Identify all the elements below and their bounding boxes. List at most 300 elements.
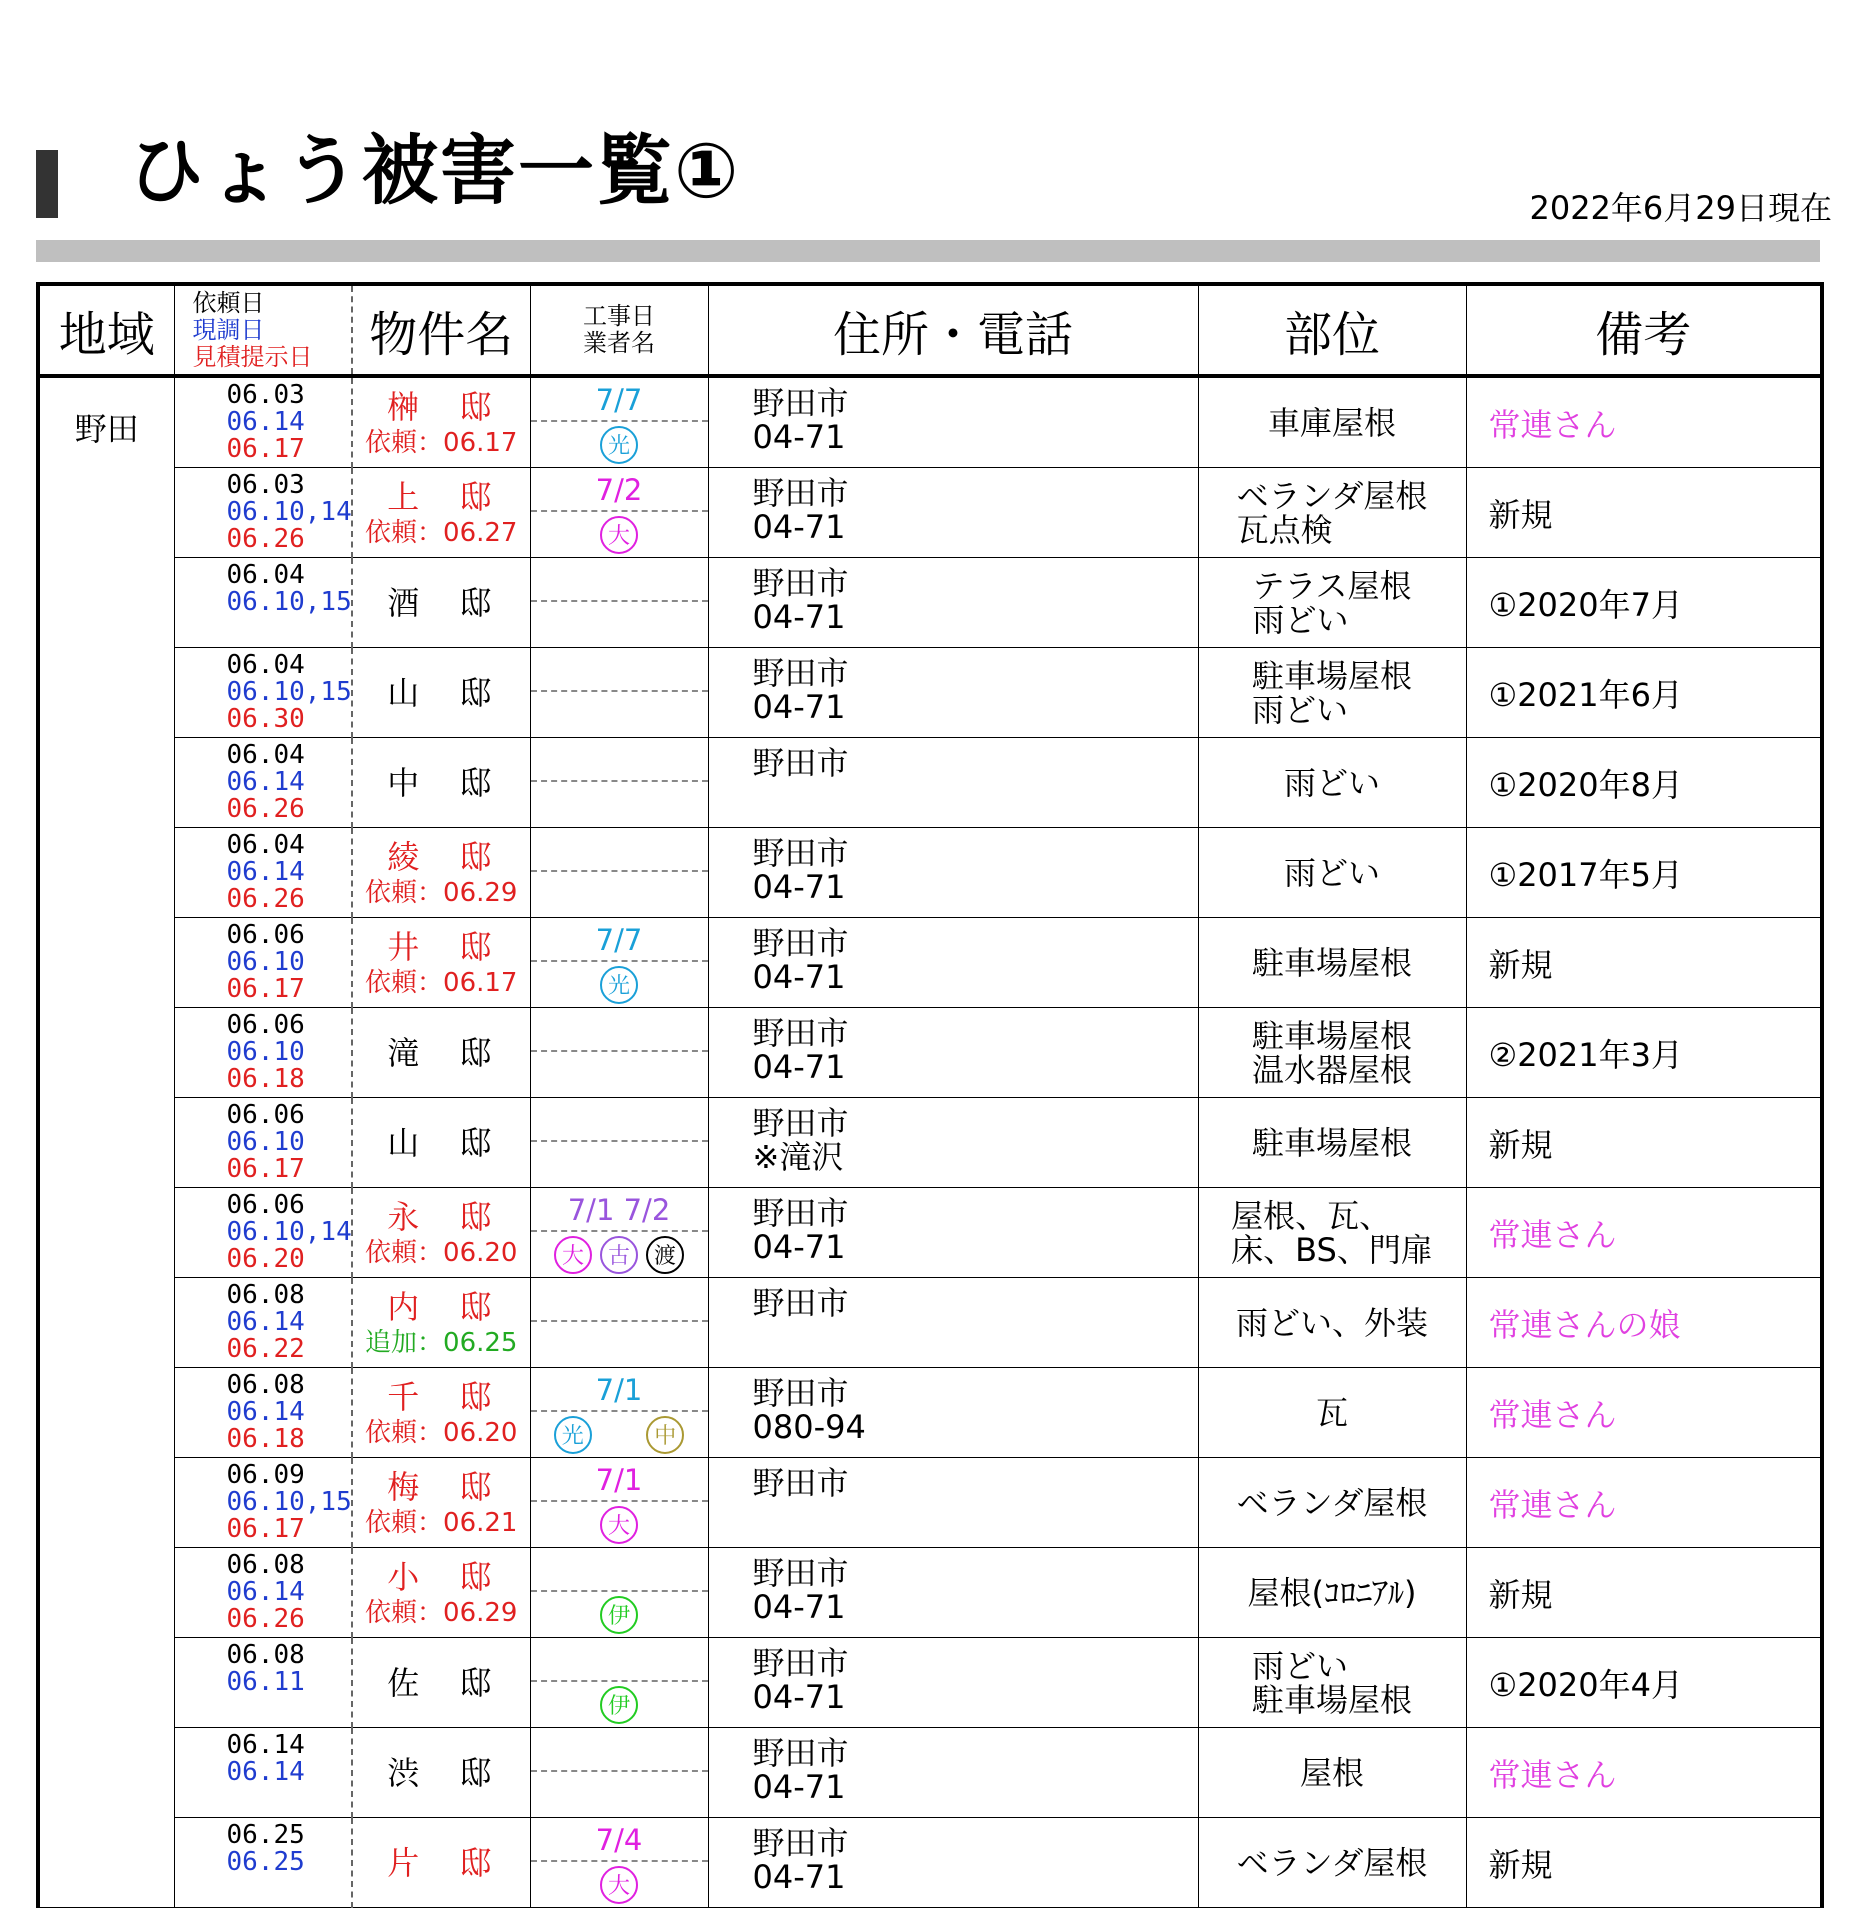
table-header-row (38, 284, 1822, 376)
note-cell: ②2021年3月 (1466, 1008, 1822, 1098)
worker-badge: 光 (554, 1416, 592, 1454)
property-name: 片 邸 (387, 1843, 496, 1882)
worker-list (531, 1682, 708, 1727)
estimate-date (227, 1876, 352, 1903)
property-name: 酒 邸 (387, 583, 496, 622)
survey-date: 06.14 (226, 857, 305, 887)
address-line: 野田市 (752, 1014, 849, 1052)
request-date: 06.06 (226, 1190, 305, 1220)
request-note: 依頼：06.20 (365, 1237, 518, 1268)
phone-line: 04-71 (752, 1858, 846, 1896)
dates-cell (174, 376, 352, 468)
table-row (38, 1098, 1822, 1188)
worker-list (531, 962, 708, 1007)
worker-badge: 伊 (600, 1686, 638, 1724)
work-cell (530, 648, 708, 738)
work-date: 7/7 (531, 378, 708, 422)
header-work-date: 工事日 (583, 302, 655, 330)
part-cell (1198, 828, 1466, 918)
property-cell (352, 1368, 530, 1458)
survey-date: 06.11 (226, 1667, 305, 1697)
property-name: 井 邸 (387, 927, 496, 966)
request-date: 06.06 (226, 1100, 305, 1130)
part-cell (1198, 1098, 1466, 1188)
worker-list (531, 1772, 708, 1817)
dates-cell (174, 1008, 352, 1098)
note-cell: 常連さん (1466, 1188, 1822, 1278)
dates-cell (174, 918, 352, 1008)
header-worker: 業者名 (583, 329, 655, 357)
part-cell (1198, 918, 1466, 1008)
worker-list (531, 782, 708, 827)
address-line: 野田市 (752, 924, 849, 962)
page-title: ひょう被害一覧① (128, 126, 741, 215)
header-address: 住所・電話 (708, 284, 1198, 376)
header-date-estimate: 見積提示日 (192, 342, 313, 371)
header-divider (36, 240, 1820, 262)
table-row (38, 1818, 1822, 1908)
part-text: 屋根 (1299, 1753, 1364, 1792)
dates-cell (174, 558, 352, 648)
request-date: 06.08 (226, 1550, 305, 1580)
property-cell (352, 648, 530, 738)
part-text: 屋根(ｺﾛﾆｱﾙ) (1247, 1573, 1417, 1612)
estimate-date: 06.17 (226, 1514, 305, 1544)
note-cell: ①2020年4月 (1466, 1638, 1822, 1728)
request-date: 06.04 (226, 650, 305, 680)
address-cell (708, 648, 1198, 738)
work-date: 7/1 (531, 1368, 708, 1412)
part-cell (1198, 738, 1466, 828)
worker-list (531, 422, 708, 467)
header-note: 備考 (1466, 284, 1822, 376)
part-text: 車庫屋根 (1267, 403, 1396, 442)
property-cell (352, 1188, 530, 1278)
work-cell (530, 1548, 708, 1638)
note-cell: 新規 (1466, 1818, 1822, 1908)
address-line: 野田市 (752, 564, 849, 602)
estimate-date (227, 1786, 352, 1813)
table-row (38, 376, 1822, 468)
survey-date: 06.14 (226, 1307, 305, 1337)
address-cell (708, 1278, 1198, 1368)
estimate-date: 06.17 (226, 434, 305, 464)
part-cell (1198, 376, 1466, 468)
work-cell (530, 1188, 708, 1278)
work-cell (530, 918, 708, 1008)
worker-badge: 古 (600, 1236, 638, 1274)
note-cell: ①2020年8月 (1466, 738, 1822, 828)
header-date-request: 依頼日 (192, 288, 265, 317)
phone-line: 04-71 (752, 598, 846, 636)
survey-date: 06.10 (226, 1037, 305, 1067)
address-line: 野田市 (752, 1554, 849, 1592)
part-text: ベランダ屋根 瓦点検 (1236, 476, 1428, 549)
work-date (531, 1278, 708, 1322)
estimate-date (227, 616, 352, 643)
estimate-date (227, 1696, 352, 1723)
note-cell: ①2021年6月 (1466, 648, 1822, 738)
work-cell (530, 558, 708, 648)
worker-badge: 光 (600, 966, 638, 1004)
survey-date: 06.14 (226, 1397, 305, 1427)
address-cell (708, 468, 1198, 558)
address-line: 野田市 (752, 1824, 849, 1862)
property-name: 山 邸 (387, 1123, 496, 1162)
property-cell (352, 918, 530, 1008)
address-line: 野田市 (752, 1194, 849, 1232)
survey-date: 06.14 (226, 767, 305, 797)
address-cell (708, 1098, 1198, 1188)
request-date: 06.03 (226, 470, 305, 500)
work-cell (530, 1368, 708, 1458)
worker-badge: 大 (600, 1866, 638, 1904)
note-cell: 新規 (1466, 918, 1822, 1008)
address-cell (708, 1548, 1198, 1638)
property-name: 小 邸 (387, 1557, 496, 1596)
worker-list (531, 1502, 708, 1547)
property-name: 上 邸 (387, 477, 496, 516)
request-date: 06.04 (226, 830, 305, 860)
request-note: 依頼：06.20 (365, 1417, 518, 1448)
property-cell (352, 1008, 530, 1098)
address-line: 野田市 (752, 474, 849, 512)
table-row (38, 1188, 1822, 1278)
request-note: 依頼：06.29 (365, 1597, 518, 1628)
property-name: 山 邸 (387, 673, 496, 712)
part-text: 雨どい (1283, 853, 1380, 892)
table-row (38, 1728, 1822, 1818)
address-cell (708, 1008, 1198, 1098)
property-name: 千 邸 (387, 1377, 496, 1416)
work-cell (530, 1278, 708, 1368)
work-date (531, 1638, 708, 1682)
survey-date: 06.14 (226, 1577, 305, 1607)
table-row (38, 558, 1822, 648)
header-part: 部位 (1198, 284, 1466, 376)
estimate-date: 06.26 (226, 1604, 305, 1634)
request-note: 依頼：06.29 (365, 877, 518, 908)
dates-cell (174, 1188, 352, 1278)
dates-cell (174, 468, 352, 558)
worker-badge: 伊 (600, 1596, 638, 1634)
address-cell (708, 1818, 1198, 1908)
property-cell (352, 828, 530, 918)
part-cell (1198, 1008, 1466, 1098)
phone-line: 04-71 (752, 1768, 846, 1806)
dates-cell (174, 1278, 352, 1368)
part-text: 雨どい 駐車場屋根 (1251, 1646, 1412, 1719)
work-date: 7/1 (531, 1458, 708, 1502)
address-line: 野田市 (752, 1464, 849, 1502)
header-region: 地域 (38, 284, 174, 376)
survey-date: 06.14 (226, 1757, 305, 1787)
table-row (38, 1008, 1822, 1098)
work-cell (530, 468, 708, 558)
property-name: 永 邸 (387, 1197, 496, 1236)
part-text: 瓦 (1315, 1393, 1348, 1432)
part-cell (1198, 1638, 1466, 1728)
dates-cell (174, 1728, 352, 1818)
title-accent-bar (36, 150, 58, 218)
note-cell: 新規 (1466, 468, 1822, 558)
worker-list (531, 1142, 708, 1187)
part-text: 雨どい、外装 (1235, 1303, 1428, 1342)
property-cell (352, 376, 530, 468)
work-date: 7/2 (531, 468, 708, 512)
dates-cell (174, 648, 352, 738)
property-cell (352, 738, 530, 828)
request-date: 06.09 (226, 1460, 305, 1490)
worker-list (531, 1052, 708, 1097)
property-name: 榊 邸 (387, 387, 496, 426)
hail-damage-table (36, 282, 1824, 1908)
dates-cell (174, 1458, 352, 1548)
work-cell (530, 1098, 708, 1188)
dates-cell (174, 1098, 352, 1188)
table-row (38, 918, 1822, 1008)
estimate-date: 06.18 (226, 1064, 305, 1094)
phone-line: 080-94 (752, 1408, 866, 1446)
address-line: 野田市 (752, 1734, 849, 1772)
property-cell (352, 1278, 530, 1368)
note-cell: 常連さん (1466, 1368, 1822, 1458)
request-date: 06.04 (226, 740, 305, 770)
worker-list (531, 872, 708, 917)
dates-cell (174, 1548, 352, 1638)
work-date (531, 1548, 708, 1592)
table-row (38, 468, 1822, 558)
request-date: 06.08 (226, 1370, 305, 1400)
work-date (531, 558, 708, 602)
worker-list (531, 1412, 708, 1457)
request-date: 06.08 (226, 1640, 305, 1670)
header-dates (174, 284, 352, 376)
work-date (531, 828, 708, 872)
request-note: 依頼：06.17 (365, 427, 518, 458)
as-of-date: 2022年6月29日現在 (1529, 189, 1832, 227)
phone-line: 04-71 (752, 1048, 846, 1086)
property-cell (352, 1458, 530, 1548)
table-row (38, 648, 1822, 738)
work-date (531, 1098, 708, 1142)
table-row (38, 1458, 1822, 1548)
property-cell (352, 1638, 530, 1728)
work-cell (530, 828, 708, 918)
table-row (38, 738, 1822, 828)
property-name: 内 邸 (387, 1287, 496, 1326)
property-cell (352, 1728, 530, 1818)
address-cell (708, 1638, 1198, 1728)
table-row (38, 1548, 1822, 1638)
address-line: 野田市 (752, 1374, 849, 1412)
survey-date: 06.10 (226, 1127, 305, 1157)
worker-list (531, 692, 708, 737)
property-cell (352, 558, 530, 648)
survey-date: 06.10,15 (226, 587, 352, 617)
part-cell (1198, 468, 1466, 558)
dates-cell (174, 738, 352, 828)
part-text: ベランダ屋根 (1236, 1843, 1428, 1882)
property-cell (352, 1548, 530, 1638)
address-cell (708, 918, 1198, 1008)
part-cell (1198, 1368, 1466, 1458)
worker-list (531, 512, 708, 557)
worker-list (531, 1592, 708, 1637)
property-name: 梅 邸 (387, 1467, 496, 1506)
work-cell (530, 1638, 708, 1728)
estimate-date: 06.18 (226, 1424, 305, 1454)
property-name: 渋 邸 (387, 1753, 496, 1792)
dates-cell (174, 1368, 352, 1458)
estimate-date: 06.20 (226, 1244, 305, 1274)
worker-badge: 大 (600, 516, 638, 554)
address-cell (708, 1368, 1198, 1458)
phone-line: 04-71 (752, 1678, 846, 1716)
phone-line: ※滝沢 (752, 1138, 844, 1176)
address-line: 野田市 (752, 1104, 849, 1142)
request-note: 依頼：06.17 (365, 967, 518, 998)
worker-list (531, 1862, 708, 1907)
note-cell: 常連さん (1466, 1458, 1822, 1548)
part-cell (1198, 1548, 1466, 1638)
work-cell (530, 1728, 708, 1818)
part-cell (1198, 1728, 1466, 1818)
part-cell (1198, 558, 1466, 648)
request-date: 06.08 (226, 1280, 305, 1310)
request-date: 06.03 (226, 380, 305, 410)
address-line: 野田市 (752, 1644, 849, 1682)
phone-line: 04-71 (752, 688, 846, 726)
survey-date: 06.14 (226, 407, 305, 437)
address-line: 野田市 (752, 744, 849, 782)
phone-line: 04-71 (752, 868, 846, 906)
property-cell (352, 1818, 530, 1908)
address-cell (708, 738, 1198, 828)
worker-list (531, 1322, 708, 1367)
part-text: ベランダ屋根 (1236, 1483, 1428, 1522)
request-date: 06.06 (226, 1010, 305, 1040)
note-cell: 常連さん (1466, 376, 1822, 468)
dates-cell (174, 828, 352, 918)
estimate-date: 06.17 (226, 1154, 305, 1184)
phone-line: 04-71 (752, 508, 846, 546)
dates-cell (174, 1638, 352, 1728)
dates-cell (174, 1818, 352, 1908)
worker-badge: 大 (600, 1506, 638, 1544)
note-cell: 常連さん (1466, 1728, 1822, 1818)
note-cell: 新規 (1466, 1098, 1822, 1188)
request-note: 依頼：06.27 (365, 517, 518, 548)
request-date: 06.06 (226, 920, 305, 950)
address-cell (708, 1728, 1198, 1818)
survey-date: 06.10,15 (226, 1487, 352, 1517)
address-cell (708, 1458, 1198, 1548)
estimate-date: 06.26 (226, 524, 305, 554)
part-cell (1198, 1188, 1466, 1278)
table-row (38, 1368, 1822, 1458)
part-text: 屋根、瓦、 床、BS、門扉 (1231, 1196, 1433, 1269)
part-cell (1198, 1278, 1466, 1368)
part-text: テラス屋根 雨どい (1252, 566, 1412, 639)
address-line: 野田市 (752, 1284, 849, 1322)
part-text: 駐車場屋根 温水器屋根 (1251, 1016, 1412, 1089)
note-cell: 常連さんの娘 (1466, 1278, 1822, 1368)
header-work (530, 284, 708, 376)
request-date: 06.14 (226, 1730, 305, 1760)
property-name: 中 邸 (387, 763, 496, 802)
worker-badge: 中 (646, 1416, 684, 1454)
survey-date: 06.25 (226, 1847, 305, 1877)
phone-line: 04-71 (752, 418, 846, 456)
worker-list (531, 602, 708, 647)
estimate-date: 06.30 (226, 704, 305, 734)
part-text: 駐車場屋根 雨どい (1251, 656, 1412, 729)
address-cell (708, 1188, 1198, 1278)
address-line: 野田市 (752, 654, 849, 692)
estimate-date: 06.26 (226, 884, 305, 914)
request-note: 依頼：06.21 (365, 1507, 518, 1538)
property-name: 綾 邸 (387, 837, 496, 876)
work-cell (530, 1458, 708, 1548)
part-text: 雨どい (1283, 763, 1380, 802)
work-cell (530, 376, 708, 468)
part-cell (1198, 648, 1466, 738)
property-name: 佐 邸 (387, 1663, 496, 1702)
work-date: 7/7 (531, 918, 708, 962)
survey-date: 06.10,14 (226, 1217, 352, 1247)
note-cell: 新規 (1466, 1548, 1822, 1638)
phone-line: 04-71 (752, 1588, 846, 1626)
property-name: 滝 邸 (387, 1033, 496, 1072)
phone-line: 04-71 (752, 1228, 846, 1266)
header-property: 物件名 (352, 284, 530, 376)
worker-badge: 渡 (646, 1236, 684, 1274)
note-cell: ①2020年7月 (1466, 558, 1822, 648)
estimate-date: 06.17 (226, 974, 305, 1004)
work-date: 7/1 7/2 (531, 1188, 708, 1232)
table-row (38, 1278, 1822, 1368)
work-cell (530, 738, 708, 828)
request-date: 06.04 (226, 560, 305, 590)
property-cell (352, 1098, 530, 1188)
table-row (38, 1638, 1822, 1728)
request-date: 06.25 (226, 1820, 305, 1850)
note-cell: ①2017年5月 (1466, 828, 1822, 918)
worker-badge: 光 (600, 426, 638, 464)
estimate-date: 06.26 (226, 794, 305, 824)
survey-date: 06.10,15 (226, 677, 352, 707)
part-text: 駐車場屋根 (1251, 1123, 1412, 1162)
survey-date: 06.10 (226, 947, 305, 977)
estimate-date: 06.22 (226, 1334, 305, 1364)
work-date (531, 738, 708, 782)
property-cell (352, 468, 530, 558)
worker-badge: 大 (554, 1236, 592, 1274)
work-cell (530, 1818, 708, 1908)
address-cell (708, 828, 1198, 918)
address-cell (708, 558, 1198, 648)
address-line: 野田市 (752, 834, 849, 872)
request-note: 追加：06.25 (365, 1327, 518, 1358)
header-date-survey: 現調日 (192, 315, 265, 344)
region-cell: 野田 (38, 376, 174, 1908)
part-cell (1198, 1818, 1466, 1908)
survey-date: 06.10,14 (226, 497, 352, 527)
work-date: 7/4 (531, 1818, 708, 1862)
address-line: 野田市 (752, 384, 849, 422)
table-row (38, 828, 1822, 918)
